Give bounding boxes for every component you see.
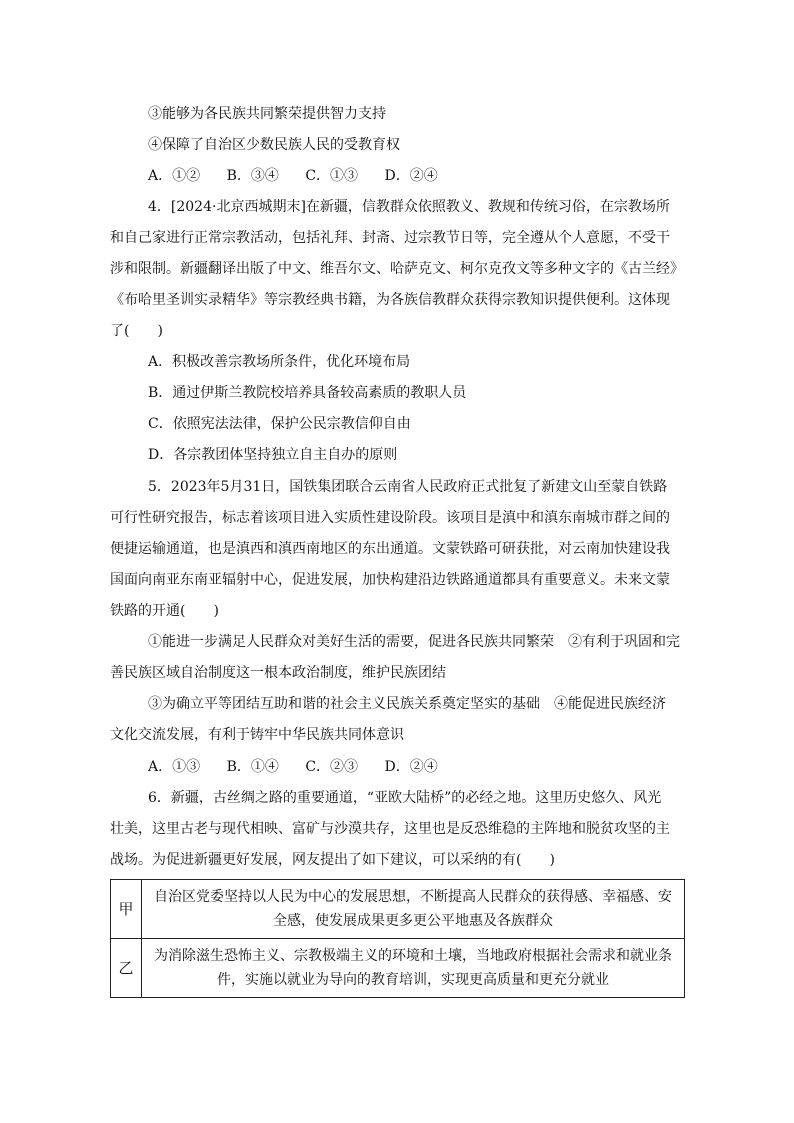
q4-stem-line-3: 涉和限制。新疆翻译出版了中文、维吾尔文、哈萨克文、柯尔克孜文等多种文字的《古兰经》 <box>110 261 684 277</box>
q4-stem-line-5: 了( ) <box>110 323 163 339</box>
q5-stem-line-3: 便捷运输通道，也是滇西和滇西南地区的东出通道。文蒙铁路可研获批，对云南加快建设我 <box>110 541 670 557</box>
row-text: 为消除滋生恐怖主义、宗教极端主义的环境和土壤，当地政府根据社会需求和就业条件，实施以就业为导向的教育培训，实现更高质量和更充分就业 <box>142 939 685 998</box>
q5-option-c: C．②③ <box>305 759 359 775</box>
q4-stem-line-4: 《布哈里圣训实录精华》等宗教经典书籍，为各族信教群众获得宗教知识提供便利。这体现 <box>110 292 670 308</box>
q5-options <box>148 757 460 777</box>
q5-option-d: D．②④ <box>384 759 438 775</box>
q5-option-a: A．①③ <box>148 759 201 775</box>
table-row <box>111 939 685 998</box>
q4-stem-line-2: 和自己家进行正常宗教活动，包括礼拜、封斋、过宗教节日等，完全遵从个人意愿，不受干 <box>110 230 670 246</box>
row-label: 乙 <box>111 939 142 998</box>
q3-options <box>148 166 460 186</box>
q5-stem-line-1: 5．2023年5月31日，国铁集团联合云南省人民政府正式批复了新建文山至蒙自铁路 <box>148 479 668 495</box>
q5-stem-line-2: 可行性研究报告，标志着该项目进入实质性建设阶段。该项目是滇中和滇东南城市群之间的 <box>110 510 670 526</box>
q4-option-b: B．通过伊斯兰教院校培养具备较高素质的教职人员 <box>148 385 467 401</box>
q4-option-c: C．依照宪法法律，保护公民宗教信仰自由 <box>148 416 411 432</box>
row-label: 甲 <box>111 880 142 939</box>
q3-option-b: B．③④ <box>226 168 279 184</box>
table-row <box>111 880 685 939</box>
q3-option-d: D．②④ <box>384 168 438 184</box>
q5-statement-line-2: 善民族区域自治制度这一根本政治制度，维护民族团结 <box>110 665 446 681</box>
q5-statement-line-4: 文化交流发展，有利于铸牢中华民族共同体意识 <box>110 727 404 743</box>
q5-stem-line-4: 国面向南亚东南亚辐射中心，促进发展，加快构建沿边铁路通道都具有重要意义。未来文蒙 <box>110 572 670 588</box>
q4-option-d: D．各宗教团体坚持独立自主自办的原则 <box>148 447 398 463</box>
proposal-table <box>110 879 685 998</box>
q4-stem-line-1: 4．[2024·北京西城期末]在新疆，信教群众依照教义、教规和传统习俗，在宗教场所 <box>148 199 670 215</box>
q3-option-c: C．①③ <box>305 168 359 184</box>
q5-statement-line-3: ③为确立平等团结互助和谐的社会主义民族关系奠定坚实的基础 ④能促进民族经济 <box>148 696 666 712</box>
q5-option-b: B．①④ <box>226 759 279 775</box>
statement-3: ③能够为各民族共同繁荣提供智力支持 <box>148 106 386 122</box>
q6-stem-line-3: 战场。为促进新疆更好发展，网友提出了如下建议，可以采纳的有( ) <box>110 852 555 868</box>
statement-4: ④保障了自治区少数民族人民的受教育权 <box>148 137 400 153</box>
q5-statement-line-1: ①能进一步满足人民群众对美好生活的需要，促进各民族共同繁荣 ②有利于巩固和完 <box>148 634 680 650</box>
q3-option-a: A．①② <box>148 168 201 184</box>
q6-stem-line-2: 壮美，这里古老与现代相映、富矿与沙漠共存，这里也是反恐维稳的主阵地和脱贫攻坚的主 <box>110 821 670 837</box>
q5-stem-line-5: 铁路的开通( ) <box>110 603 219 619</box>
q4-option-a: A．积极改善宗教场所条件，优化环境布局 <box>148 354 411 370</box>
row-text: 自治区党委坚持以人民为中心的发展思想，不断提高人民群众的获得感、幸福感、安全感，使发展成果更多更公平地惠及各族群众 <box>142 880 685 939</box>
q6-stem-line-1: 6．新疆，古丝绸之路的重要通道，“亚欧大陆桥”的必经之地。这里历史悠久、风光 <box>148 790 662 806</box>
